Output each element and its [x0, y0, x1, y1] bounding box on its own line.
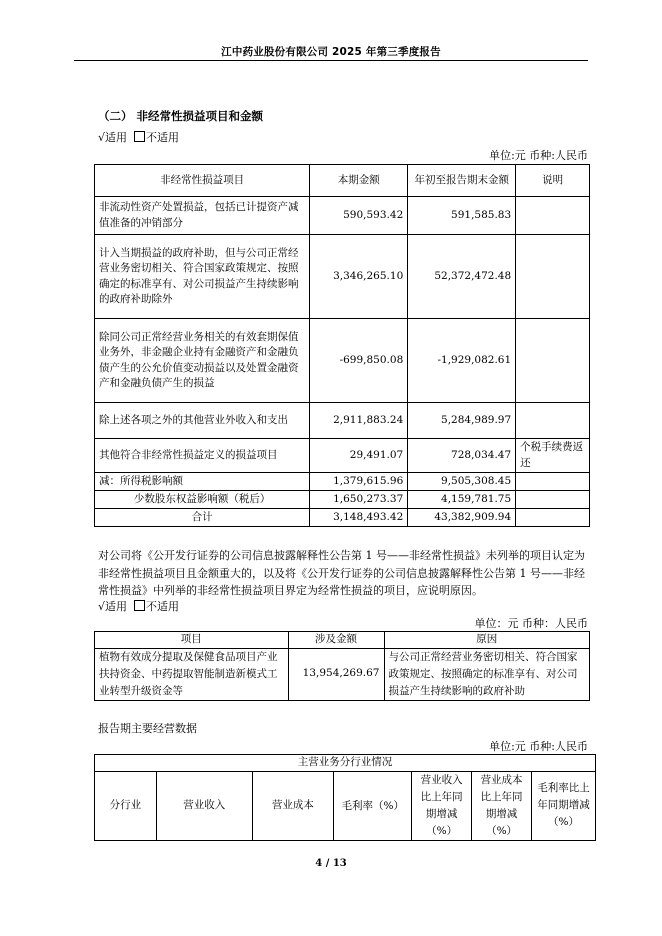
- row-ytd: 5,284,989.97: [408, 403, 516, 439]
- applicability-row: [98, 129, 179, 145]
- row-note: [516, 197, 590, 235]
- unit-label-2: 单位：元 币种：人民币: [474, 617, 588, 630]
- col-header-cost-change: 营业成本比上年同期增减（%）: [472, 771, 532, 840]
- main-data-title: 报告期主要经营数据: [98, 722, 197, 735]
- non-recurring-table: [94, 164, 590, 527]
- table-row: [95, 439, 590, 473]
- not-applicable-option: 不适用: [146, 600, 180, 613]
- table-row: [95, 197, 590, 235]
- col-header-reason: 原因: [384, 632, 590, 649]
- row-current: 3,148,493.42: [310, 509, 408, 527]
- row-note: [516, 491, 590, 509]
- row-note: 个税手续费返还: [516, 439, 590, 473]
- col-header-current: 本期金额: [310, 165, 408, 197]
- row-reason: 与公司正常经营业务密切相关、符合国家政策规定、按照确定的标准享有、对公司损益产生持续影响的政府补助: [384, 648, 590, 700]
- row-ytd: 52,372,472.48: [408, 235, 516, 319]
- row-current: 29,491.07: [310, 439, 408, 473]
- row-current: 3,346,265.10: [310, 235, 408, 319]
- col-header-ytd: 年初至报告期末金额: [408, 165, 516, 197]
- row-current: 1,379,615.96: [310, 473, 408, 491]
- col-header-item: 非经常性损益项目: [95, 165, 310, 197]
- reclass-table: [94, 631, 590, 701]
- table-total-row: [95, 509, 590, 527]
- row-note: [516, 403, 590, 439]
- page-number: 4 / 13: [315, 858, 347, 869]
- row-item: 减：所得税影响额: [95, 473, 310, 491]
- unit-label-3: 单位:元 币种:人民币: [489, 740, 588, 753]
- col-header-cost: 营业成本: [252, 771, 334, 840]
- row-item: 计入当期损益的政府补助，但与公司正常经营业务密切相关、符合国家政策规定、按照确定的标准享有、对公司损益产生持续影响的政府补助除外: [95, 235, 310, 319]
- table-header-row: [95, 165, 590, 197]
- row-ytd: -1,929,082.61: [408, 319, 516, 403]
- page-header: 江中药业股份有限公司 2025 年第三季度报告: [221, 46, 441, 58]
- applicable-option: √适用: [98, 131, 128, 144]
- table-row: [95, 473, 590, 491]
- col-header-margin: 毛利率（%）: [334, 771, 412, 840]
- unit-label: 单位:元 币种:人民币: [489, 149, 588, 162]
- row-item: 除上述各项之外的其他营业外收入和支出: [95, 403, 310, 439]
- row-note: [516, 473, 590, 491]
- row-item: 植物有效成分提取及保健食品项目产业扶持资金、中药提取智能制造新模式工业转型升级资金等: [95, 648, 289, 700]
- table-row: [95, 648, 590, 700]
- row-ytd: 591,585.83: [408, 197, 516, 235]
- col-header-margin-change: 毛利率比上年同期增减（%）: [532, 771, 596, 840]
- col-header-item: 项目: [95, 632, 289, 649]
- row-item: 合计: [95, 509, 310, 527]
- col-header-revenue: 营业收入: [156, 771, 252, 840]
- row-current: -699,850.08: [310, 319, 408, 403]
- table-row: [95, 319, 590, 403]
- row-item: 少数股东权益影响额（税后）: [95, 491, 310, 509]
- checkbox-icon: [134, 600, 145, 611]
- table-header-row: [95, 771, 596, 840]
- row-current: 2,911,883.24: [310, 403, 408, 439]
- row-ytd: 9,505,308.45: [408, 473, 516, 491]
- checkbox-icon: [134, 131, 145, 142]
- row-ytd: 728,034.47: [408, 439, 516, 473]
- table-row: [95, 491, 590, 509]
- section-title: （二） 非经常性损益项目和金额: [98, 109, 264, 123]
- table-row: [95, 403, 590, 439]
- row-ytd: 43,382,909.94: [408, 509, 516, 527]
- col-header-revenue-change: 营业收入比上年同期增减（%）: [412, 771, 472, 840]
- col-header-amount: 涉及金额: [288, 632, 384, 649]
- row-current: 1,650,273.37: [310, 491, 408, 509]
- row-current: 590,593.42: [310, 197, 408, 235]
- table-caption-row: [95, 755, 596, 772]
- not-applicable-option: 不适用: [146, 131, 180, 144]
- row-item: 非流动性资产处置损益，包括已计提资产减值准备的冲销部分: [95, 197, 310, 235]
- table-header-row: [95, 632, 590, 649]
- row-note: [516, 319, 590, 403]
- row-amount: 13,954,269.67: [288, 648, 384, 700]
- row-ytd: 4,159,781.75: [408, 491, 516, 509]
- col-header-note: 说明: [516, 165, 590, 197]
- applicable-option: √适用: [98, 600, 128, 613]
- explanation-paragraph: 对公司将《公开发行证券的公司信息披露解释性公告第 1 号——非经常性损益》未列举的项目认定为非经常性损益项目且金额重大的，以及将《公开发行证券的公司信息披露解释性公告第 1 号——非经常性损益》中列举的非经常性损益项目界定为经常性损益的项目，应说明原因。: [98, 549, 585, 597]
- col-header-industry: 分行业: [95, 771, 157, 840]
- header-rule: [74, 60, 588, 61]
- table-row: [95, 235, 590, 319]
- row-item: 除同公司正常经营业务相关的有效套期保值业务外，非金融企业持有金融资产和金融负债产生的公允价值变动损益以及处置金融资产和金融负债产生的损益: [95, 319, 310, 403]
- industry-table: [94, 754, 596, 841]
- applicability-row-2: [98, 598, 179, 614]
- row-note: [516, 509, 590, 527]
- row-item: 其他符合非经常性损益定义的损益项目: [95, 439, 310, 473]
- table-caption: 主营业务分行业情况: [95, 755, 596, 772]
- row-note: [516, 235, 590, 319]
